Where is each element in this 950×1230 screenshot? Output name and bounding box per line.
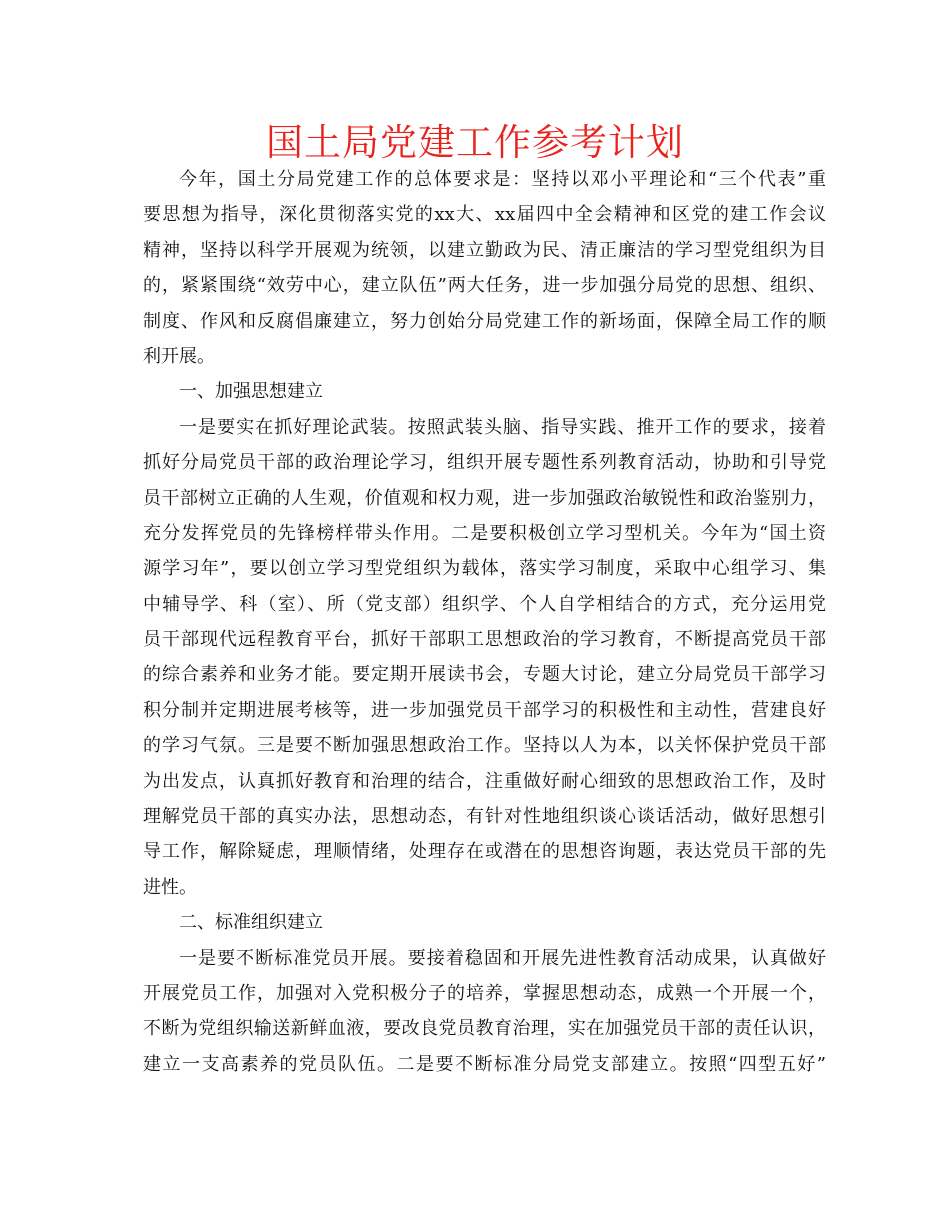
body-line: 一是要不断标准党员开展。要接着稳固和开展先进性教育活动成果，认真做好 <box>179 947 826 969</box>
body-line: 一是要实在抓好理论武装。按照武装头脑、指导实践、推开工作的要求，接着 <box>179 416 826 438</box>
body-line: 理解党员干部的真实办法，思想动态，有针对性地组织谈心谈话活动，做好思想引 <box>143 806 826 828</box>
body-line: 源学习年”，要以创立学习型党组织为载体，落实学习制度，采取中心组学习、集 <box>143 558 826 580</box>
body-line: 要思想为指导，深化贯彻落实党的xx大、xx届四中全会精神和区党的建工作会议 <box>143 204 826 226</box>
body-line: 今年，国土分局党建工作的总体要求是：坚持以邓小平理论和“三个代表”重 <box>179 169 826 190</box>
body-line: 导工作，解除疑虑，理顺情绪，处理存在或潜在的思想咨询题，表达党员干部的先 <box>143 841 826 863</box>
body-line: 进性。 <box>143 876 197 898</box>
body-line: 制度、作风和反腐倡廉建立，努力创始分局党建工作的新场面，保障全局工作的顺 <box>143 310 826 332</box>
body-line: 的学习气氛。三是要不断加强思想政治工作。坚持以人为本，以关怀保护党员干部 <box>143 735 826 757</box>
document-title: 国土局党建工作参考计划 <box>266 121 684 164</box>
section-heading: 二、标准组织建立 <box>179 912 323 934</box>
body-line: 抓好分局党员干部的政治理论学习，组织开展专题性系列教育活动，协助和引导党 <box>143 452 826 474</box>
body-line: 员干部树立正确的人生观，价值观和权力观，进一步加强政治敏锐性和政治鉴别力， <box>143 487 826 509</box>
body-line: 建立一支高素养的党员队伍。二是要不断标准分局党支部建立。按照“四型五好” <box>143 1053 826 1075</box>
body-line: 为出发点，认真抓好教育和治理的结合，注重做好耐心细致的思想政治工作，及时 <box>143 770 826 792</box>
body-line: 精神，坚持以科学开展观为统领，以建立勤政为民、清正廉洁的学习型党组织为目 <box>143 239 826 261</box>
body-line: 充分发挥党员的先锋榜样带头作用。二是要积极创立学习型机关。今年为“国土资 <box>143 522 826 544</box>
body-line: 的综合素养和业务才能。要定期开展读书会，专题大讨论，建立分局党员干部学习 <box>143 664 826 686</box>
body-line: 不断为党组织输送新鲜血液，要改良党员教育治理，实在加强党员干部的责任认识， <box>143 1018 826 1040</box>
document-body <box>143 162 826 1082</box>
body-line: 的，紧紧围绕“效劳中心，建立队伍”两大任务，进一步加强分局党的思想、组织、 <box>143 275 826 297</box>
body-line: 员干部现代远程教育平台，抓好干部职工思想政治的学习教育，不断提高党员干部 <box>143 629 826 651</box>
body-line: 积分制并定期进展考核等，进一步加强党员干部学习的积极性和主动性，营建良好 <box>143 699 826 721</box>
body-line: 利开展。 <box>143 345 215 367</box>
section-heading: 一、加强思想建立 <box>179 381 323 403</box>
body-line: 开展党员工作，加强对入党积极分子的培养，掌握思想动态，成熟一个开展一个， <box>143 982 826 1004</box>
body-line: 中辅导学、科（室）、所（党支部）组织学、个人自学相结合的方式，充分运用党 <box>143 593 826 615</box>
